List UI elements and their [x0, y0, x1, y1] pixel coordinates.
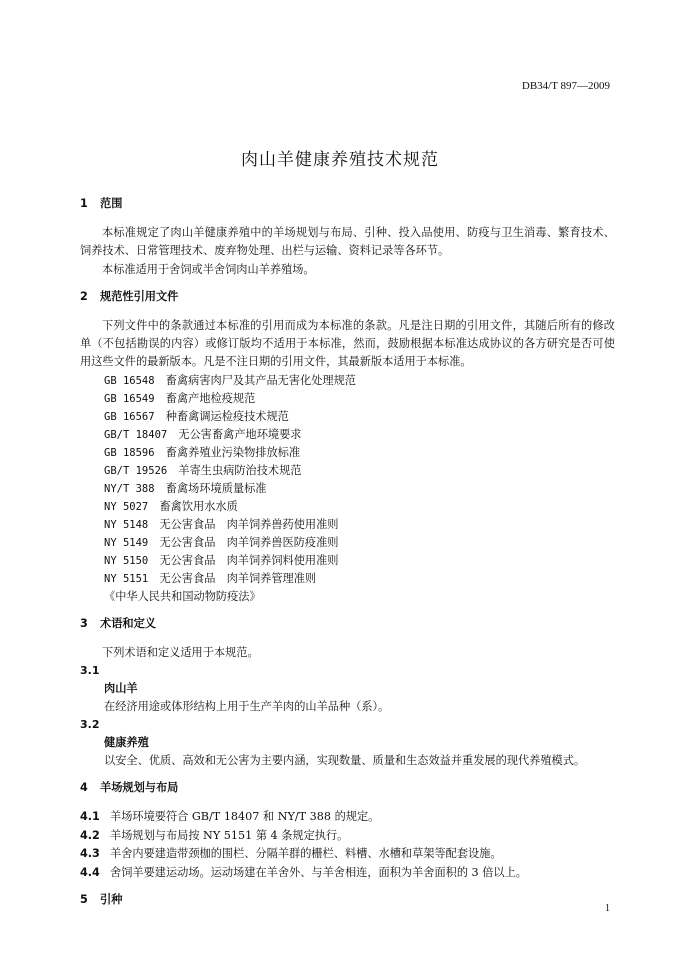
document-title: 肉山羊健康养殖技术规范	[241, 150, 439, 170]
paragraph: 下列文件中的条款通过本标准的引用而成为本标准的条款。凡是注日期的引用文件，其随后所有的修改单（不包括勘误的内容）或修订版均不适用于本标准，然而，鼓励根据本标准达成协议的各方研究是否可使用这些文件的最新版本。凡是不注日期的引用文件，其最新版本适用于本标准。	[80, 318, 615, 369]
clause-item: 4.4 舍饲羊要建运动场。运动场建在羊舍外、与羊舍相连，面积为羊舍面积的 3 倍以上。	[80, 865, 527, 879]
section-number: 2	[80, 289, 88, 303]
clause-item: 4.2 羊场规划与布局按 NY 5151 第 4 条规定执行。	[80, 828, 349, 842]
section-title: 范围	[100, 197, 123, 210]
term-name: 肉山羊	[104, 682, 138, 696]
section-heading-normative	[80, 288, 615, 306]
reference-item: GB 16548 畜禽病害肉尸及其产品无害化处理规范	[104, 373, 356, 387]
reference-item: NY 5027 畜禽饮用水水质	[104, 499, 238, 513]
paragraph: 本标准规定了肉山羊健康养殖中的羊场规划与布局、引种、投入品使用、防疫与卫生消毒、繁育技术、饲养技术、日常管理技术、废弃物处理、出栏与运输、资料记录等各环节。	[80, 226, 615, 258]
reference-item: GB/T 18407 无公害畜禽产地环境要求	[104, 427, 302, 441]
reference-item: NY 5148 无公害食品 肉羊饲养兽药使用准则	[104, 517, 339, 531]
section-heading-scope	[80, 195, 615, 213]
section-title: 羊场规划与布局	[100, 781, 179, 795]
reference-item: NY 5149 无公害食品 肉羊饲养兽医防疫准则	[104, 535, 339, 549]
reference-item: NY 5151 无公害食品 肉羊饲养管理准则	[104, 571, 317, 585]
reference-item: GB 16549 畜禽产地检疫规范	[104, 391, 256, 405]
section-title: 引种	[100, 893, 123, 907]
paragraph: 下列术语和定义适用于本规范。	[102, 645, 259, 659]
section-heading-breed	[80, 891, 615, 909]
term-name: 健康养殖	[104, 736, 149, 750]
clause-item: 4.3 羊舍内要建造带颈枷的围栏、分隔羊群的栅栏、料槽、水槽和草架等配套设施。	[80, 847, 502, 861]
reference-law: 《中华人民共和国动物防疫法》	[104, 589, 261, 603]
standard-code: DB34/T 897—2009	[521, 80, 610, 92]
section-number: 5	[80, 893, 88, 907]
document-body	[80, 195, 615, 909]
section-number: 1	[80, 197, 88, 210]
term-definition: 以安全、优质、高效和无公害为主要内涵，实现数量、质量和生态效益并重发展的现代养殖模式。	[104, 754, 586, 768]
section-heading-layout	[80, 779, 615, 797]
section-title: 规范性引用文件	[100, 289, 179, 303]
term-number: 3.1	[80, 664, 100, 678]
clause-item: 4.1 羊场环境要符合 GB/T 18407 和 NY/T 388 的规定。	[80, 810, 380, 824]
section-number: 3	[80, 616, 88, 630]
section-heading-terms	[80, 615, 615, 633]
term-definition: 在经济用途或体形结构上用于生产羊肉的山羊品种（系）。	[104, 700, 390, 714]
section-number: 4	[80, 781, 88, 795]
reference-item: NY/T 388 畜禽场环境质量标准	[104, 481, 267, 495]
section-title: 术语和定义	[100, 616, 156, 630]
paragraph: 本标准适用于舍饲或半舍饲肉山羊养殖场。	[102, 262, 315, 276]
reference-item: GB/T 19526 羊寄生虫病防治技术规范	[104, 463, 302, 477]
reference-item: NY 5150 无公害食品 肉羊饲养饲料使用准则	[104, 553, 339, 567]
reference-item: GB 18596 畜禽养殖业污染物排放标准	[104, 445, 301, 459]
reference-item: GB 16567 种畜禽调运检疫技术规范	[104, 409, 289, 423]
term-number: 3.2	[80, 718, 100, 732]
page-number: 1	[605, 903, 610, 914]
reference-list	[80, 372, 615, 606]
